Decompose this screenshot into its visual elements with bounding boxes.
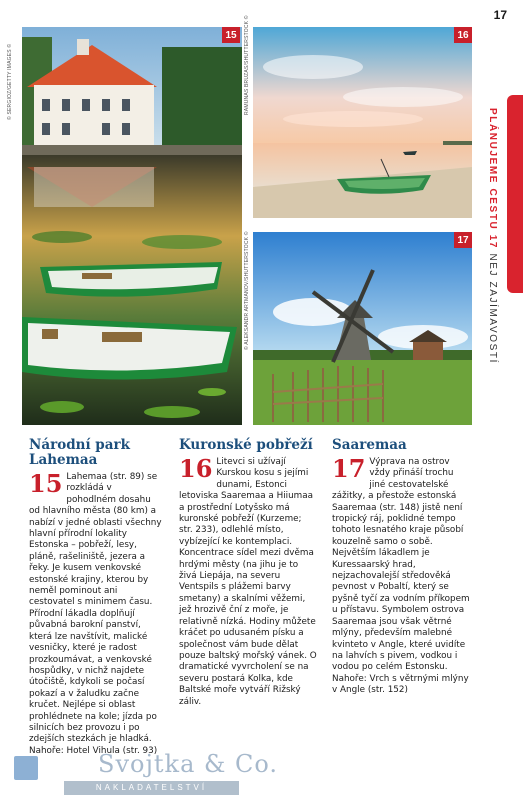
side-tab-number: 17	[487, 234, 498, 250]
section-title-saaremaa: Saaremaa	[332, 437, 407, 453]
photo-credit-17: © ALEKSANDR ARTMANOV/SHUTTERSTOCK ©	[244, 231, 250, 350]
section-kurzeme	[179, 438, 317, 708]
section-lahemaa	[29, 438, 164, 757]
section-text-lahemaa: Lahemaa (str. 89) se rozkládá v pohodlném dosahu od hlavního města (80 km) a nabízí v jedné oblasti všechny hlavní přírodní lokality Estonska – pobřeží, lesy, pláně, rašeliniště, jezera a řeky. Je kusem venkovské estonské krajiny, kterou by neměl pominout ani cestovatel s minimem času. Přírodní lákadla doplňují půvabná barokní panství, která lze navštívit, malické vesničky, které je radost prozkoumávat, a venkovské hospůdky, v nichž najdete útočiště, kdykoli se počasí pokazí a v žaludku začne kručet. Nejlépe si oblast prohlédnete na kole; jízda po silnicích bez provozu i po zdejších stezkách je hladká. Nahoře: Hotel Vihula (str. 93)	[29, 472, 162, 756]
section-text-saaremaa: Výprava na ostrov vždy přináší trochu jiné cestovatelské zážitky, a přestože estonská Saaremaa (str. 148) jistě není tropický ráj, poklidné tempo tohoto lesnatého kraje působí kouzelně samo o sobě. Největším lákadlem je Kuressaarský hrad, nejzachovalejší středověká pevnost v Pobaltí, který se pyšně tyčí za vodním příkopem u přístavu. Symbolem ostrova Saaremaa jsou však větrné mlýny, především malebné kvinteto v Angle, které uvidíte na lahvích s pivem, vodkou i vodou po celém Estonsku. Nahoře: Vrch s větrnými mlýny v Angle (str. 152)	[332, 457, 470, 696]
section-number-16: 16	[179, 454, 213, 483]
side-tab-label	[486, 108, 502, 364]
side-tab-rest: NEJ ZAJÍMAVOSTÍ	[487, 253, 498, 364]
section-title-kurzeme: Kuronské pobřeží	[179, 437, 313, 453]
photo-badge-15: 15	[222, 27, 240, 43]
kurzeme-illustration	[253, 27, 472, 218]
section-number-15: 15	[29, 469, 63, 498]
photo-lahemaa	[22, 27, 242, 425]
photo-credit-15: © SERGIOZ/GETTY IMAGES ©	[7, 43, 13, 120]
publisher-logo-icon	[14, 756, 38, 780]
lahemaa-illustration	[22, 27, 242, 425]
photo-credit-16: RAMUNAS BRUZAS/SHUTTERSTOCK ©	[244, 15, 250, 115]
section-text-kurzeme: Litevci si užívají Kurskou kosu s jejími dunami, Estonci letoviska Saaremaa a Hiiumaa a prostřední Lotyšsko má kuronské pobřeží (Kurzeme; str. 233), odlehlé místo, vybízející ke kontemplaci. Koncentrace sídel mezi dvěma hrdými městy (na jihu je to živá Liepája, na severu Ventspils s plážemi barvy smetany) a skalními věžemi, jež hrozivě ční z moře, je relativně nízká. Hodiny můžete kráčet po udusaném písku a společnost vám bude dělat pouze baltský mořský vánek. O dramatické vyvrcholení se na severu postará Kolka, kde Baltské moře vytváří Rižský záliv.	[179, 457, 317, 707]
photo-saaremaa	[253, 232, 472, 425]
side-tab-bold: PLÁNUJEME CESTU	[487, 108, 498, 231]
publisher-subtitle: NAKLADATELSTVÍ	[64, 781, 239, 795]
photo-kurzeme	[253, 27, 472, 218]
saaremaa-illustration	[253, 232, 472, 425]
publisher-watermark	[0, 752, 523, 800]
side-tab	[507, 95, 523, 293]
photo-badge-17: 17	[454, 232, 472, 248]
page-number: 17	[493, 8, 507, 22]
photo-badge-16: 16	[454, 27, 472, 43]
section-title-lahemaa: Národní park Lahemaa	[29, 437, 130, 468]
section-saaremaa	[332, 438, 470, 697]
section-number-17: 17	[332, 454, 366, 483]
publisher-name: Svojtka & Co.	[98, 750, 279, 778]
